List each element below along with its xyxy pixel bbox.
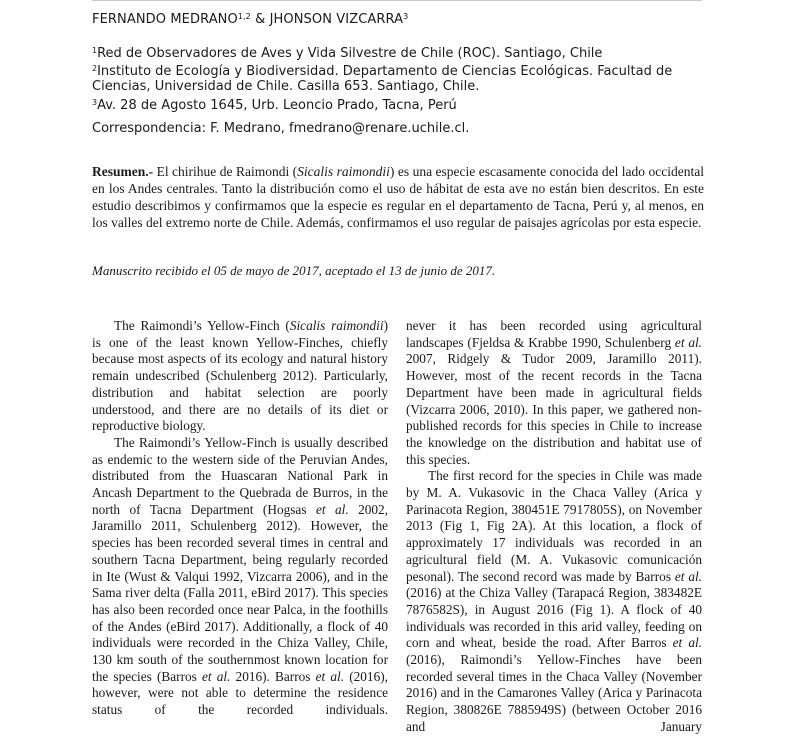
- affiliation-text: Instituto de Ecología y Biodiversidad. Departamento de Ciencias Ecológicas. Facultad de: [97, 64, 673, 80]
- body-text: The Raimondi’s Yellow-Finch is usually described as endemic to the western side of the Peruvian Andes, distributed from the Huascaran National Park in Ancash Department to the Quebrada de Burros, in the north of Tacna Department (Hogsas: [92, 434, 388, 517]
- body-column-right: [406, 318, 702, 736]
- et-al: et al.: [674, 568, 702, 584]
- top-rule: [92, 0, 702, 1]
- author-1-affiliation: 1,2: [237, 12, 251, 21]
- body-text: The first record for the species in Chile was made by M. A. Vukasovic in the Chaca Valley (Arica y Parinacota Region, 380451E 7917805S), on November 2013 (Fig 1, Fig 2A). At this location, a flock of approximately 17 individuals was recorded in an agricultural field (M. A. Vukasovic comunicación pesonal). The second record was made by Barros: [406, 468, 702, 584]
- body-text: (2016), however, were not able to determine the residence status of the recorded individuals.: [92, 668, 388, 718]
- body-text: ) is one of the least known Yellow-Finches, chiefly because most aspects of its ecology and natural history remain undescribed (Schulenberg 2012). Particularly, distribution and habitat selection are poorly understood, and there are no details of its diet or reproductive biology.: [92, 318, 388, 434]
- paragraph: [406, 318, 702, 468]
- affiliation-text: Ciencias, Universidad de Chile. Casilla 653. Santiago, Chile.: [92, 79, 480, 95]
- body-text: The Raimondi’s Yellow-Finch (: [114, 318, 290, 333]
- body-text: 2016). Barros: [230, 668, 316, 684]
- author-2-affiliation: 3: [403, 12, 409, 21]
- affiliation-3: [92, 95, 692, 113]
- affiliation-1: [92, 43, 692, 61]
- author-line: [92, 12, 408, 27]
- correspondence: Correspondencia: F. Medrano, fmedrano@renare.uchile.cl.: [92, 121, 470, 136]
- affiliations: [92, 43, 692, 113]
- body-text: (2016) at the Chiza Valley (Tarapacá Region, 383482E 7876582S), in August 2016 (Fig 1). A flock of 40 individuals was recorded in this arid valley, feeding on corn and wheat, beside the road. After Barros: [406, 585, 702, 651]
- affiliation-number: 3: [92, 97, 98, 107]
- et-al: et al.: [201, 668, 231, 684]
- author-1: FERNANDO MEDRANO: [92, 12, 238, 27]
- affiliation-number: 2: [92, 64, 98, 74]
- abstract-label: Resumen.-: [92, 164, 154, 179]
- abstract-text: El chirihue de Raimondi (: [153, 164, 298, 179]
- received-date: Manuscrito recibido el 05 de mayo de 2017, aceptado el 13 de junio de 2017.: [92, 263, 496, 278]
- paragraph: [92, 435, 388, 719]
- affiliation-2-cont: [92, 79, 692, 94]
- body-column-left: [92, 318, 388, 719]
- et-al: et al.: [672, 635, 702, 651]
- affiliation-text: Red de Observadores de Aves y Vida Silvestre de Chile (ROC). Santiago, Chile: [97, 46, 603, 61]
- body-text: never it has been recorded using agricultural landscapes (Fjeldsa & Krabbe 1990, Schulenberg: [406, 318, 702, 350]
- author-separator: &: [250, 12, 270, 27]
- affiliation-number: 1: [92, 46, 98, 55]
- author-2: JHONSON VIZCARRA: [269, 12, 404, 27]
- abstract: [92, 163, 704, 231]
- body-text: (2016), Raimondi’s Yellow-Finches have been recorded several times in the Chaca Valley (November 2016) and in the Camarones Valley (Arica y Parinacota Region, 380826E 7885949S) (between October 2016 and January: [406, 652, 702, 734]
- paragraph: [406, 468, 702, 735]
- body-text: 2002, Jaramillo 2011, Schulenberg 2012). However, the species has been recorded several times in central and southern Tacna Department, being regularly recorded in Ite (Wust & Valqui 1992, Vizcarra 2006), and in the Sama river delta (Falla 2011, eBird 2017). This species has also been recorded once near Palca, in the foothills of the Andes (eBird 2017). Additionally, a flock of 40 individuals were recorded in the Chiza Valley, Chile, 130 km south of the southernmost known location for the species (Barros: [92, 501, 389, 684]
- species-name: Sicalis raimondii: [297, 164, 390, 179]
- paragraph: [92, 318, 388, 435]
- body-text: 2007, Ridgely & Tudor 2009, Jaramillo 2011). However, most of the recent records in the Tacna Department have been made in agricultural fields (Vizcarra 2006, 2010). In this paper, we gathered non-published records for this species in Chile to increase the knowledge on the distribution and habitat use of this species.: [406, 351, 702, 467]
- abstract-text: ) es una especie escasamente conocida del lado occidental en los Andes centrales. Tanto la distribución como el uso de hábitat de esta ave no están bien descritos. En este estudio describimos y confirmamos que la especie es regular en el departamento de Tacna, Perú y, al menos, en los valles del extremo norte de Chile. Además, confirmamos el uso regular de paisajes agrícolas por esta especie.: [92, 164, 704, 230]
- et-al: et al.: [315, 501, 349, 517]
- et-al: et al.: [674, 334, 702, 350]
- affiliation-text: Av. 28 de Agosto 1645, Urb. Leoncio Prado, Tacna, Perú: [97, 97, 457, 113]
- species-name: Sicalis raimondii: [289, 318, 384, 333]
- et-al: et al.: [315, 668, 345, 684]
- affiliation-2: [92, 61, 692, 79]
